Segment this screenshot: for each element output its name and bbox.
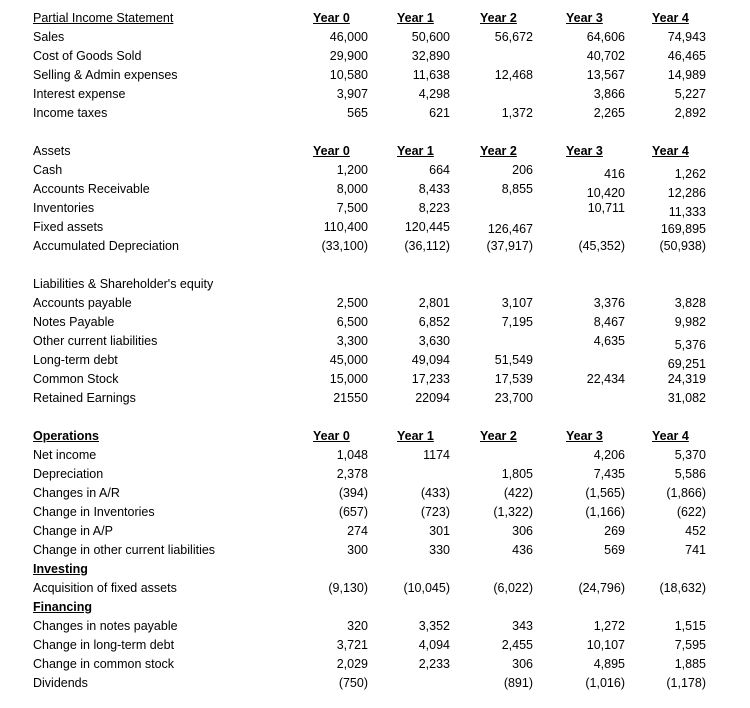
cell: (433) [420, 486, 450, 500]
cell: (50,938) [659, 239, 706, 253]
cell: (33,100) [321, 239, 368, 253]
cell: 343 [512, 619, 533, 633]
cell: 4,635 [593, 334, 625, 348]
cell: 1,805 [501, 467, 533, 481]
row-label: Inventories [33, 201, 95, 215]
row-label: Acquisition of fixed assets [33, 581, 177, 595]
year-header: Year 4 [652, 144, 689, 158]
table-row [0, 391, 750, 410]
year-header: Year 1 [397, 429, 434, 443]
row-label: Notes Payable [33, 315, 115, 329]
cell: 1,048 [336, 448, 368, 462]
cell: 8,433 [418, 182, 450, 196]
table-row [0, 676, 750, 695]
investing-header-row [0, 562, 750, 581]
cell: 416 [604, 167, 625, 181]
year-header: Year 2 [480, 11, 517, 25]
cell: (1,178) [666, 676, 706, 690]
cell: 330 [429, 543, 450, 557]
cell: 269 [604, 524, 625, 538]
cell: 6,852 [418, 315, 450, 329]
cell: 3,107 [501, 296, 533, 310]
cell: 565 [347, 106, 368, 120]
cell: 14,989 [667, 68, 706, 82]
table-row [0, 467, 750, 486]
row-label: Income taxes [33, 106, 108, 120]
table-row [0, 334, 750, 353]
cell: 300 [347, 543, 368, 557]
cell: 2,029 [336, 657, 368, 671]
year-header: Year 1 [397, 11, 434, 25]
row-label: Cost of Goods Sold [33, 49, 142, 63]
cell: 10,711 [587, 201, 625, 215]
cell: 2,801 [418, 296, 450, 310]
row-label: Cash [33, 163, 63, 177]
cell: 126,467 [487, 222, 533, 236]
table-row [0, 182, 750, 201]
cell: 8,000 [336, 182, 368, 196]
cell: 4,298 [418, 87, 450, 101]
cell: (657) [338, 505, 368, 519]
cell: 32,890 [411, 49, 450, 63]
cell: 1,372 [501, 106, 533, 120]
table-row [0, 543, 750, 562]
table-row [0, 505, 750, 524]
cell: 10,580 [329, 68, 368, 82]
cell: 49,094 [411, 353, 450, 367]
row-label: Accounts payable [33, 296, 132, 310]
cell: 31,082 [667, 391, 706, 405]
cell: 46,000 [329, 30, 368, 44]
cell: 22094 [415, 391, 450, 405]
cell: 4,206 [593, 448, 625, 462]
table-row [0, 68, 750, 87]
cell: 741 [685, 543, 706, 557]
cell: (9,130) [328, 581, 368, 595]
cell: 22,434 [586, 372, 625, 386]
cell: 3,907 [336, 87, 368, 101]
cell: 74,943 [667, 30, 706, 44]
table-row [0, 486, 750, 505]
liabilities-title: Liabilities & Shareholder's equity [33, 277, 214, 291]
cell: (1,166) [585, 505, 625, 519]
cell: 10,107 [586, 638, 625, 652]
row-label: Changes in A/R [33, 486, 120, 500]
income-header-row [0, 11, 750, 30]
cell: 3,630 [418, 334, 450, 348]
cell: (36,112) [404, 239, 450, 253]
cell: 306 [512, 657, 533, 671]
cell: (422) [503, 486, 533, 500]
cell: (24,796) [578, 581, 625, 595]
row-label: Net income [33, 448, 97, 462]
row-label: Selling & Admin expenses [33, 68, 178, 82]
table-row [0, 638, 750, 657]
cell: 3,300 [336, 334, 368, 348]
cell: 21550 [333, 391, 368, 405]
cell: 452 [685, 524, 706, 538]
cell: 3,828 [674, 296, 706, 310]
table-row [0, 163, 750, 182]
cell: 1,885 [674, 657, 706, 671]
assets-title: Assets [33, 144, 71, 158]
cell: 110,400 [323, 220, 368, 234]
cell: 64,606 [586, 30, 625, 44]
row-label: Sales [33, 30, 65, 44]
row-label: Change in Inventories [33, 505, 155, 519]
cell: (1,565) [585, 486, 625, 500]
cell: 5,227 [674, 87, 706, 101]
table-row [0, 220, 750, 239]
cell: 7,595 [674, 638, 706, 652]
table-row [0, 87, 750, 106]
cell: 11,333 [668, 205, 706, 219]
row-label: Change in common stock [33, 657, 175, 671]
cell: 4,094 [418, 638, 450, 652]
cell: 2,233 [418, 657, 450, 671]
cell: 1,272 [593, 619, 625, 633]
cell: 17,233 [411, 372, 450, 386]
cell: 51,549 [494, 353, 533, 367]
cell: 40,702 [586, 49, 625, 63]
table-row [0, 372, 750, 391]
cell: 320 [347, 619, 368, 633]
year-header: Year 0 [313, 429, 350, 443]
cell: 2,500 [336, 296, 368, 310]
cell: 274 [347, 524, 368, 538]
row-label: Changes in notes payable [33, 619, 178, 633]
cell: 569 [604, 543, 625, 557]
table-row [0, 106, 750, 125]
cell: 7,435 [593, 467, 625, 481]
cell: 664 [429, 163, 450, 177]
year-header: Year 4 [652, 11, 689, 25]
cell: 12,468 [494, 68, 533, 82]
cell: 7,195 [501, 315, 533, 329]
cell: 2,455 [501, 638, 533, 652]
cell: 4,895 [593, 657, 625, 671]
year-header: Year 2 [480, 429, 517, 443]
year-header: Year 3 [566, 144, 603, 158]
cell: 5,586 [674, 467, 706, 481]
cell: 2,265 [593, 106, 625, 120]
operations-title: Operations [33, 429, 99, 443]
table-row [0, 581, 750, 600]
cell: (10,045) [403, 581, 450, 595]
year-header: Year 1 [397, 144, 434, 158]
cell: 69,251 [667, 357, 706, 371]
cell: 1174 [423, 448, 450, 462]
row-label: Depreciation [33, 467, 104, 481]
row-label: Common Stock [33, 372, 119, 386]
year-header: Year 4 [652, 429, 689, 443]
investing-title: Investing [33, 562, 88, 576]
table-row [0, 353, 750, 372]
cell: 3,376 [593, 296, 625, 310]
cell: 2,378 [336, 467, 368, 481]
liabilities-header-row [0, 277, 750, 296]
operations-header-row [0, 429, 750, 448]
table-row [0, 239, 750, 258]
financing-title: Financing [33, 600, 93, 614]
cell: 206 [512, 163, 533, 177]
cell: 6,500 [336, 315, 368, 329]
table-row [0, 49, 750, 68]
row-label: Interest expense [33, 87, 126, 101]
year-header: Year 0 [313, 144, 350, 158]
cell: 56,672 [494, 30, 533, 44]
table-row [0, 296, 750, 315]
assets-header-row [0, 144, 750, 163]
row-label: Fixed assets [33, 220, 104, 234]
table-row [0, 30, 750, 49]
year-header: Year 3 [566, 11, 603, 25]
cell: (891) [503, 676, 533, 690]
table-row [0, 524, 750, 543]
row-label: Change in long-term debt [33, 638, 175, 652]
cell: (45,352) [578, 239, 625, 253]
cell: 621 [429, 106, 450, 120]
table-row [0, 315, 750, 334]
year-header: Year 0 [313, 11, 350, 25]
cell: 436 [512, 543, 533, 557]
cell: 46,465 [667, 49, 706, 63]
cell: 17,539 [494, 372, 533, 386]
cell: (723) [420, 505, 450, 519]
cell: (1,322) [493, 505, 533, 519]
cell: 45,000 [329, 353, 368, 367]
cell: 23,700 [494, 391, 533, 405]
row-label: Change in A/P [33, 524, 113, 538]
cell: 50,600 [411, 30, 450, 44]
cell: (622) [676, 505, 706, 519]
income-title: Partial Income Statement [33, 11, 174, 25]
cell: 8,855 [501, 182, 533, 196]
cell: 24,319 [667, 372, 706, 386]
cell: (1,866) [666, 486, 706, 500]
row-label: Other current liabilities [33, 334, 158, 348]
cell: 3,866 [593, 87, 625, 101]
year-header: Year 3 [566, 429, 603, 443]
cell: 8,467 [593, 315, 625, 329]
cell: 11,638 [412, 68, 450, 82]
cell: 1,262 [674, 167, 706, 181]
cell: 7,500 [336, 201, 368, 215]
table-row [0, 619, 750, 638]
cell: 9,982 [674, 315, 706, 329]
cell: 29,900 [329, 49, 368, 63]
cell: 301 [429, 524, 450, 538]
row-label: Accumulated Depreciation [33, 239, 179, 253]
cell: 8,223 [418, 201, 450, 215]
financing-header-row [0, 600, 750, 619]
cell: (18,632) [659, 581, 706, 595]
cell: 12,286 [667, 186, 706, 200]
cell: (394) [338, 486, 368, 500]
cell: 2,892 [674, 106, 706, 120]
row-label: Accounts Receivable [33, 182, 150, 196]
cell: 1,515 [674, 619, 706, 633]
cell: 3,352 [418, 619, 450, 633]
cell: 306 [512, 524, 533, 538]
cell: 15,000 [329, 372, 368, 386]
row-label: Retained Earnings [33, 391, 136, 405]
row-label: Change in other current liabilities [33, 543, 216, 557]
cell: (750) [338, 676, 368, 690]
cell: 13,567 [586, 68, 625, 82]
table-row [0, 448, 750, 467]
cell: (37,917) [486, 239, 533, 253]
row-label: Long-term debt [33, 353, 118, 367]
cell: (1,016) [585, 676, 625, 690]
cell: 169,895 [660, 222, 706, 236]
table-row [0, 657, 750, 676]
cell: 5,376 [674, 338, 706, 352]
row-label: Dividends [33, 676, 88, 690]
cell: 3,721 [336, 638, 368, 652]
cell: 10,420 [586, 186, 625, 200]
table-row [0, 201, 750, 220]
cell: 1,200 [336, 163, 368, 177]
year-header: Year 2 [480, 144, 517, 158]
cell: (6,022) [493, 581, 533, 595]
cell: 120,445 [404, 220, 450, 234]
cell: 5,370 [674, 448, 706, 462]
